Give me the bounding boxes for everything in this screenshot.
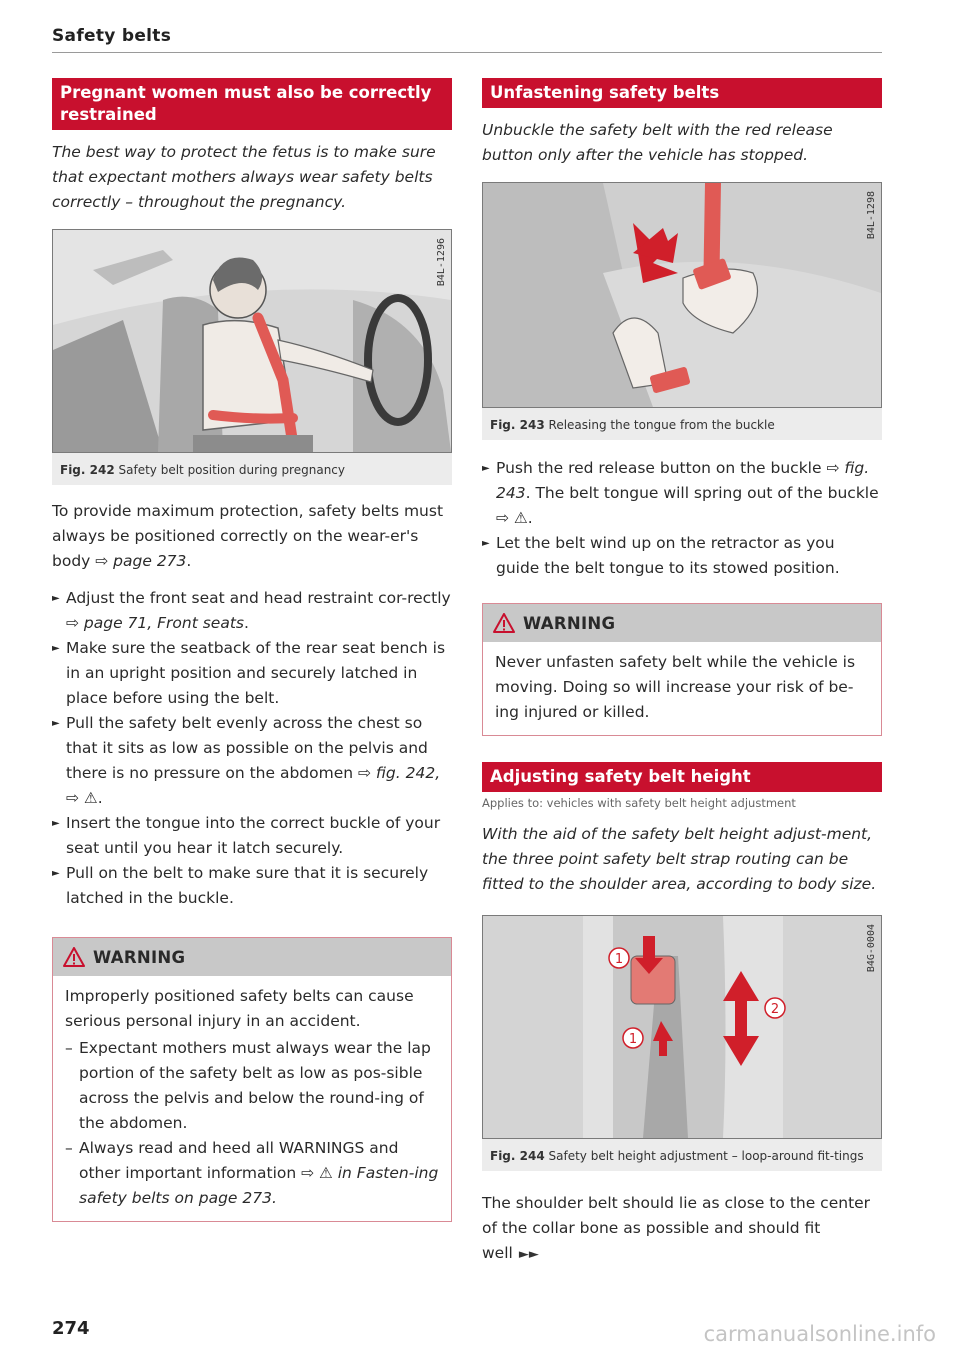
figure-caption-text: Releasing the tongue from the buckle — [548, 418, 775, 432]
callout-1-bottom: 1 — [628, 1032, 638, 1047]
page-number: 274 — [52, 1318, 90, 1339]
section-intro: With the aid of the safety belt height adjust-ment, the three point safety belt strap routing can be fitted to the shoulder area, according to body size. — [482, 825, 877, 893]
step-end: . The belt tongue will spring out of the buckle ⇨ ⚠. — [496, 484, 879, 527]
belt-height-drawing — [483, 916, 881, 1138]
bullet-triangle-icon: ► — [52, 818, 60, 829]
warning-label: WARNING — [523, 613, 616, 633]
figure-244 — [482, 915, 882, 1171]
instruction-list — [52, 586, 452, 911]
callout-2: 2 — [770, 1002, 780, 1017]
bullet-triangle-icon: ► — [482, 463, 490, 474]
section-title-adjusting: Adjusting safety belt height — [482, 762, 882, 792]
list-item — [482, 456, 882, 531]
warning-triangle-icon — [493, 613, 515, 633]
warning-label: WARNING — [93, 947, 186, 967]
step-end: . — [97, 789, 103, 807]
bullet-triangle-icon: ► — [482, 538, 490, 549]
step-text: Push the red release button on the buckle — [496, 459, 827, 477]
list-item — [52, 711, 452, 811]
figure-code: B4L-1298 — [866, 191, 877, 240]
list-item — [52, 811, 452, 861]
step-text: Pull the safety belt evenly across the chest so that it sits as low as possible on the pelvis and there is no pressure on the abdomen — [66, 714, 428, 782]
figure-caption-text: Safety belt position during pregnancy — [118, 463, 345, 477]
instruction-list — [482, 456, 882, 581]
warning-triangle-icon — [63, 947, 85, 967]
page-ref-link[interactable]: ⇨ ⚠ in Fasten-ing safety belts on page 273. — [79, 1164, 439, 1207]
warning-item-text: Expectant mothers must always wear the lap portion of the safety belt as low as pos-sible across the pelvis and below the round-ing of the abdomen. — [79, 1039, 431, 1132]
dash-bullet: – — [65, 1139, 73, 1157]
warning-header — [483, 604, 881, 642]
figure-caption — [482, 408, 882, 440]
para-text: To provide maximum protection, safety belts must always be positioned correctly on the wear-er's body — [52, 502, 444, 570]
step-end: . — [244, 614, 249, 632]
watermark: carmanualsonline.info — [703, 1322, 936, 1346]
warning-item — [65, 1136, 439, 1211]
figure-242 — [52, 229, 452, 485]
warning-body — [53, 976, 451, 1221]
figure-number: Fig. 242 — [60, 463, 115, 477]
warning-item-text: Always read and heed all WARNINGS and other important information — [79, 1139, 399, 1182]
para-end: . — [186, 552, 192, 570]
applies-to-note: Applies to: vehicles with safety belt height adjustment — [482, 796, 796, 810]
bullet-triangle-icon: ► — [52, 718, 60, 729]
bullet-triangle-icon: ► — [52, 593, 60, 604]
figure-ref-link[interactable]: ⇨ fig. 242, ⇨ ⚠ — [66, 764, 441, 807]
warning-box-unfastening — [482, 603, 882, 736]
figure-caption — [52, 453, 452, 485]
step-text: Adjust the front seat and head restraint cor-rectly — [66, 589, 451, 607]
figure-code: B4G-0004 — [866, 924, 877, 973]
warning-header — [53, 938, 451, 976]
running-header: Safety belts — [52, 26, 172, 46]
warning-body: Never unfasten safety belt while the vehicle is moving. Doing so will increase your risk of be-ing injured or killed. — [495, 653, 856, 721]
list-item — [52, 636, 452, 711]
bullet-triangle-icon: ► — [52, 643, 60, 654]
page-ref-link[interactable]: ⇨ page 273 — [95, 552, 187, 570]
continue-arrow-icon: ►► — [518, 1247, 539, 1262]
step-text: Pull on the belt to make sure that it is securely latched in the buckle. — [66, 864, 429, 907]
figure-caption — [482, 1139, 882, 1171]
header-rule — [52, 52, 882, 53]
right-column — [482, 78, 882, 1267]
figure-code: B4L-1296 — [436, 238, 447, 287]
buckle-release-illustration — [482, 182, 882, 408]
figure-number: Fig. 243 — [490, 418, 545, 432]
page-ref-link[interactable]: ⇨ page 71, Front seats — [66, 614, 244, 632]
figure-number: Fig. 244 — [490, 1149, 545, 1163]
pregnancy-belt-illustration — [52, 229, 452, 453]
figure-caption-text: Safety belt height adjustment – loop-around fit-tings — [548, 1149, 864, 1163]
buckle-drawing — [483, 183, 881, 407]
left-column — [52, 78, 452, 1222]
height-adjust-illustration — [482, 915, 882, 1139]
warning-text: Improperly positioned safety belts can cause serious personal injury in an accident. — [65, 987, 414, 1030]
dash-bullet: – — [65, 1039, 73, 1057]
figure-ref-link[interactable]: ⇨ fig. 243 — [496, 459, 870, 502]
list-item — [52, 861, 452, 911]
car-interior-drawing — [53, 230, 451, 452]
step-text: Insert the tongue into the correct buckle of your seat until you hear it latch securely. — [66, 814, 441, 857]
list-item — [52, 586, 452, 636]
bullet-triangle-icon: ► — [52, 868, 60, 879]
section-intro: The best way to protect the fetus is to make sure that expectant mothers always wear safety belts correctly – throughout the pregnancy. — [52, 143, 436, 211]
protection-paragraph — [52, 499, 452, 574]
warning-item — [65, 1036, 439, 1136]
callout-1-top: 1 — [614, 952, 624, 967]
step-text: Let the belt wind up on the retractor as you guide the belt tongue to its stowed position. — [496, 534, 840, 577]
figure-243 — [482, 182, 882, 440]
section-intro: Unbuckle the safety belt with the red release button only after the vehicle has stopped. — [482, 121, 833, 164]
list-item — [482, 531, 882, 581]
section-title-unfastening: Unfastening safety belts — [482, 78, 882, 108]
warning-box-pregnancy — [52, 937, 452, 1222]
shoulder-belt-paragraph — [482, 1191, 882, 1267]
para-text: The shoulder belt should lie as close to the center of the collar bone as possible and should fit well — [482, 1194, 871, 1262]
section-title-pregnant: Pregnant women must also be correctly restrained — [52, 78, 452, 130]
step-text: Make sure the seatback of the rear seat bench is in an upright position and securely latched in place before using the belt. — [66, 639, 446, 707]
